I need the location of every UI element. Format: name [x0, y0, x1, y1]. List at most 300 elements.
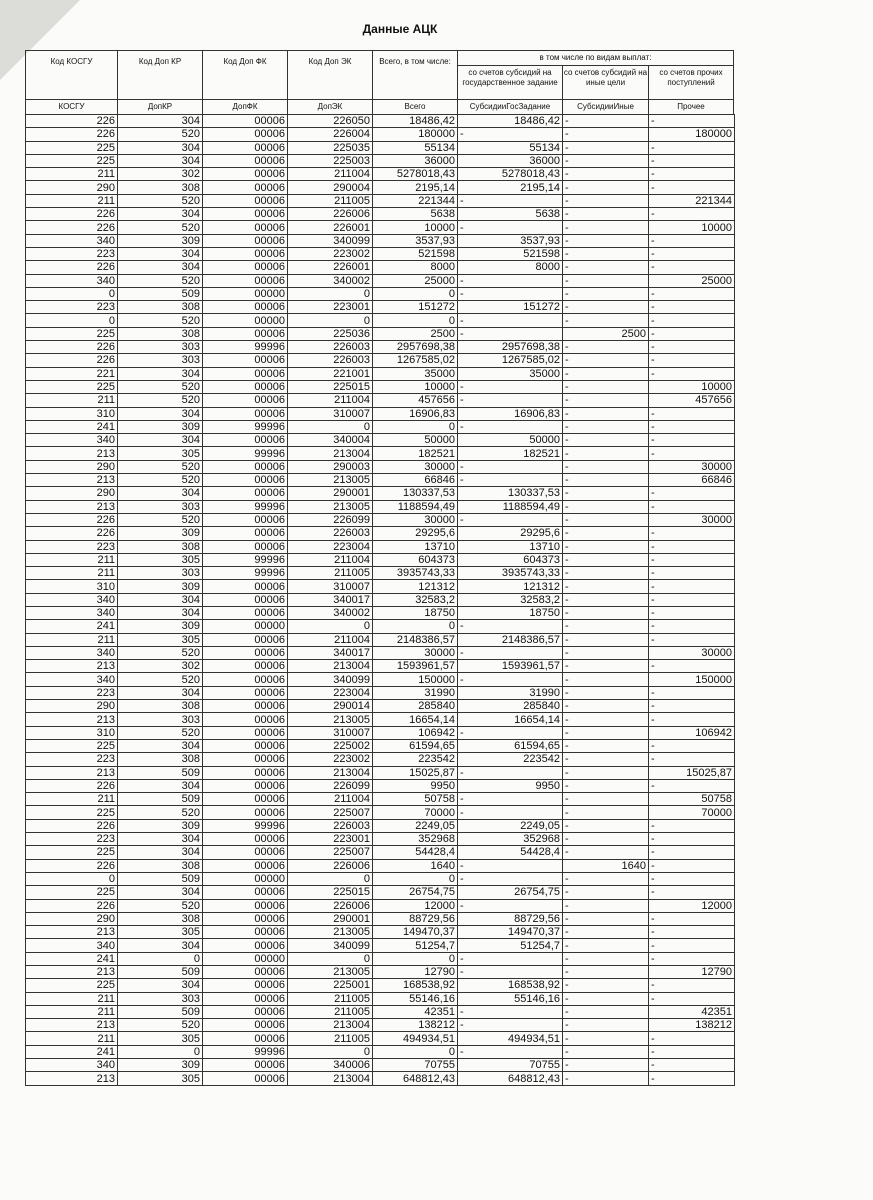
table-cell: 509	[118, 287, 203, 300]
table-cell: 00006	[203, 434, 288, 447]
table-cell: -	[563, 341, 649, 354]
table-cell: -	[563, 926, 649, 939]
table-cell: 00006	[203, 301, 288, 314]
table-cell: -	[649, 261, 735, 274]
header-total: Всего, в том числе:	[372, 50, 458, 100]
table-cell: 5638	[458, 208, 563, 221]
table-cell: 00006	[203, 247, 288, 260]
table-cell: 00006	[203, 793, 288, 806]
table-cell: 290	[26, 912, 118, 925]
table-row	[26, 367, 735, 380]
table-row	[26, 567, 735, 580]
table-cell: 211	[26, 168, 118, 181]
table-cell: 50000	[373, 434, 458, 447]
table-cell: 00006	[203, 700, 288, 713]
table-row	[26, 926, 735, 939]
table-cell: 225001	[288, 979, 373, 992]
table-cell: 18486,42	[458, 115, 563, 128]
table-cell: 9950	[373, 779, 458, 792]
table-cell: -	[563, 593, 649, 606]
table-cell: -	[563, 420, 649, 433]
table-cell: 0	[288, 1045, 373, 1058]
table-cell: 29295,6	[458, 527, 563, 540]
table-cell: 30000	[649, 513, 735, 526]
table-row	[26, 460, 735, 473]
table-cell: -	[563, 1059, 649, 1072]
table-cell: 12000	[373, 899, 458, 912]
table-cell: 226006	[288, 208, 373, 221]
table-row	[26, 327, 735, 340]
table-cell: 309	[118, 527, 203, 540]
table-cell: 213005	[288, 713, 373, 726]
table-cell: 226	[26, 261, 118, 274]
table-cell: -	[649, 859, 735, 872]
table-row	[26, 500, 735, 513]
table-row	[26, 527, 735, 540]
table-cell: 00006	[203, 726, 288, 739]
table-cell: 225003	[288, 154, 373, 167]
table-cell: 36000	[373, 154, 458, 167]
table-cell: 352968	[458, 833, 563, 846]
table-cell: 304	[118, 208, 203, 221]
table-cell: -	[649, 1072, 735, 1085]
table-cell: 308	[118, 753, 203, 766]
table-cell: 151272	[373, 301, 458, 314]
table-cell: 42351	[649, 1005, 735, 1018]
table-cell: -	[458, 287, 563, 300]
table-row	[26, 341, 735, 354]
table-cell: 168538,92	[458, 979, 563, 992]
table-cell: -	[563, 753, 649, 766]
table-cell: -	[649, 1032, 735, 1045]
table-cell: 138212	[649, 1019, 735, 1032]
table-cell: 494934,51	[373, 1032, 458, 1045]
table-cell: 0	[288, 952, 373, 965]
table-cell: 290003	[288, 460, 373, 473]
table-cell: -	[649, 341, 735, 354]
table-cell: 55134	[373, 141, 458, 154]
table-cell: -	[649, 779, 735, 792]
table-cell: 226	[26, 859, 118, 872]
table-cell: 520	[118, 1019, 203, 1032]
table-cell: 00006	[203, 261, 288, 274]
table-cell: 00006	[203, 753, 288, 766]
table-cell: 213004	[288, 766, 373, 779]
table-cell: 00006	[203, 1032, 288, 1045]
table-cell: 225035	[288, 141, 373, 154]
table-cell: -	[458, 806, 563, 819]
table-cell: -	[563, 1005, 649, 1018]
table-cell: 290004	[288, 181, 373, 194]
table-cell: 520	[118, 673, 203, 686]
table-cell: 241	[26, 420, 118, 433]
table-cell: 00006	[203, 593, 288, 606]
table-cell: 225	[26, 327, 118, 340]
table-cell: 494934,51	[458, 1032, 563, 1045]
table-cell: 2500	[563, 327, 649, 340]
page-title: Данные АЦК	[362, 22, 438, 36]
table-cell: -	[563, 128, 649, 141]
table-cell: -	[649, 979, 735, 992]
table-cell: 31990	[373, 686, 458, 699]
table-cell: 221344	[649, 194, 735, 207]
table-cell: -	[649, 141, 735, 154]
table-row	[26, 1045, 735, 1058]
table-cell: 226003	[288, 354, 373, 367]
table-cell: 211	[26, 194, 118, 207]
table-cell: 130337,53	[373, 487, 458, 500]
table-cell: 520	[118, 899, 203, 912]
table-cell: -	[563, 380, 649, 393]
table-cell: 0	[26, 314, 118, 327]
table-cell: 70755	[373, 1059, 458, 1072]
table-cell: 00006	[203, 540, 288, 553]
table-cell: -	[563, 447, 649, 460]
table-cell: 226	[26, 354, 118, 367]
table-cell: 226003	[288, 819, 373, 832]
table-cell: 226	[26, 221, 118, 234]
table-cell: -	[563, 952, 649, 965]
table-cell: -	[563, 806, 649, 819]
table-cell: 0	[373, 287, 458, 300]
table-cell: 241	[26, 1045, 118, 1058]
table-cell: 0	[288, 287, 373, 300]
table-cell: -	[458, 460, 563, 473]
table-cell: -	[563, 1045, 649, 1058]
table-cell: 304	[118, 833, 203, 846]
table-cell: -	[563, 513, 649, 526]
table-row	[26, 474, 735, 487]
table-cell: -	[563, 939, 649, 952]
table-cell: -	[649, 540, 735, 553]
table-cell: 213	[26, 966, 118, 979]
table-cell: 00000	[203, 872, 288, 885]
table-cell: -	[563, 872, 649, 885]
table-cell: 51254,7	[373, 939, 458, 952]
table-cell: 00006	[203, 208, 288, 221]
table-cell: 0	[288, 620, 373, 633]
table-cell: 225	[26, 739, 118, 752]
table-cell: 226006	[288, 859, 373, 872]
table-row	[26, 739, 735, 752]
table-cell: 520	[118, 194, 203, 207]
table-cell: 290001	[288, 487, 373, 500]
table-cell: 16654,14	[373, 713, 458, 726]
table-cell: 00006	[203, 168, 288, 181]
table-cell: 15025,87	[373, 766, 458, 779]
table-cell: 225	[26, 979, 118, 992]
table-cell: -	[458, 1005, 563, 1018]
table-cell: 00006	[203, 394, 288, 407]
table-cell: -	[649, 567, 735, 580]
table-cell: 70755	[458, 1059, 563, 1072]
table-cell: 00006	[203, 234, 288, 247]
table-cell: 213	[26, 766, 118, 779]
table-cell: 00000	[203, 952, 288, 965]
table-row	[26, 128, 735, 141]
table-cell: 303	[118, 992, 203, 1005]
table-cell: 00000	[203, 620, 288, 633]
table-row	[26, 1019, 735, 1032]
table-cell: -	[458, 420, 563, 433]
table-cell: -	[563, 979, 649, 992]
table-cell: 310	[26, 726, 118, 739]
table-cell: 00006	[203, 713, 288, 726]
table-cell: 302	[118, 660, 203, 673]
table-cell: 304	[118, 593, 203, 606]
table-cell: 211005	[288, 194, 373, 207]
table-cell: 00006	[203, 979, 288, 992]
table-cell: 226	[26, 341, 118, 354]
table-cell: 310	[26, 407, 118, 420]
header-dop-fk: Код Доп ФК	[202, 50, 288, 100]
table-cell: 304	[118, 154, 203, 167]
table-cell: 00006	[203, 194, 288, 207]
table-cell: 99996	[203, 1045, 288, 1058]
table-cell: 00006	[203, 354, 288, 367]
table-row	[26, 181, 735, 194]
table-cell: 121312	[373, 580, 458, 593]
table-cell: 226	[26, 513, 118, 526]
table-cell: 520	[118, 513, 203, 526]
table-row	[26, 234, 735, 247]
table-cell: 223004	[288, 686, 373, 699]
table-row	[26, 766, 735, 779]
table-cell: 211	[26, 394, 118, 407]
table-cell: -	[563, 819, 649, 832]
table-cell: -	[563, 766, 649, 779]
table-cell: 340	[26, 434, 118, 447]
table-row	[26, 686, 735, 699]
table-cell: 211	[26, 1005, 118, 1018]
table-cell: 211	[26, 1032, 118, 1045]
table-cell: 42351	[373, 1005, 458, 1018]
table-cell: 12790	[373, 966, 458, 979]
table-cell: 340099	[288, 673, 373, 686]
table-cell: 309	[118, 580, 203, 593]
table-cell: -	[649, 247, 735, 260]
table-cell: -	[563, 394, 649, 407]
table-cell: 00006	[203, 833, 288, 846]
table-cell: 310007	[288, 580, 373, 593]
table-cell: 520	[118, 221, 203, 234]
table-cell: -	[563, 287, 649, 300]
table-cell: 225	[26, 886, 118, 899]
table-cell: -	[458, 128, 563, 141]
table-cell: 26754,75	[373, 886, 458, 899]
table-cell: 304	[118, 886, 203, 899]
table-cell: -	[563, 434, 649, 447]
table-cell: 226099	[288, 779, 373, 792]
table-cell: 213004	[288, 1019, 373, 1032]
table-cell: 226	[26, 899, 118, 912]
table-cell: 213	[26, 713, 118, 726]
table-cell: -	[458, 793, 563, 806]
table-cell: -	[563, 846, 649, 859]
table-cell: 00006	[203, 1005, 288, 1018]
table-row	[26, 660, 735, 673]
table-cell: 225015	[288, 886, 373, 899]
table-cell: 213	[26, 447, 118, 460]
table-cell: -	[563, 886, 649, 899]
table-cell: 308	[118, 301, 203, 314]
table-cell: -	[649, 287, 735, 300]
table-cell: 225	[26, 806, 118, 819]
table-cell: 1640	[373, 859, 458, 872]
table-cell: 648812,43	[458, 1072, 563, 1085]
table-cell: 509	[118, 1005, 203, 1018]
table-cell: -	[649, 819, 735, 832]
table-row	[26, 939, 735, 952]
table-cell: 12000	[649, 899, 735, 912]
table-cell: 168538,92	[373, 979, 458, 992]
table-cell: 8000	[458, 261, 563, 274]
table-cell: -	[563, 407, 649, 420]
table-cell: -	[649, 660, 735, 673]
table-cell: 304	[118, 141, 203, 154]
table-row	[26, 779, 735, 792]
table-cell: 309	[118, 234, 203, 247]
table-cell: -	[458, 766, 563, 779]
table-cell: 290	[26, 700, 118, 713]
table-cell: 340004	[288, 434, 373, 447]
table-cell: 9950	[458, 779, 563, 792]
table-cell: 00006	[203, 992, 288, 1005]
table-cell: 149470,37	[458, 926, 563, 939]
table-cell: -	[649, 713, 735, 726]
table-cell: 304	[118, 367, 203, 380]
table-cell: 305	[118, 1072, 203, 1085]
table-cell: 55146,16	[373, 992, 458, 1005]
table-cell: 99996	[203, 567, 288, 580]
table-cell: -	[563, 261, 649, 274]
table-cell: -	[649, 753, 735, 766]
table-cell: -	[563, 221, 649, 234]
table-cell: 10000	[649, 221, 735, 234]
table-cell: 223001	[288, 301, 373, 314]
table-cell: 106942	[649, 726, 735, 739]
table-cell: -	[649, 434, 735, 447]
table-row	[26, 979, 735, 992]
table-cell: 308	[118, 859, 203, 872]
table-cell: -	[563, 487, 649, 500]
table-cell: 340	[26, 606, 118, 619]
table-cell: -	[458, 314, 563, 327]
table-cell: 290001	[288, 912, 373, 925]
table-cell: 99996	[203, 500, 288, 513]
table-cell: 520	[118, 380, 203, 393]
table-cell: 226004	[288, 128, 373, 141]
table-row	[26, 713, 735, 726]
table-row	[26, 221, 735, 234]
table-cell: -	[458, 726, 563, 739]
table-cell: -	[649, 739, 735, 752]
subheader-prochie: Прочее	[648, 99, 734, 115]
table-row	[26, 447, 735, 460]
table-cell: -	[649, 620, 735, 633]
table-cell: 457656	[649, 394, 735, 407]
table-cell: -	[563, 274, 649, 287]
table-cell: 225	[26, 846, 118, 859]
table-row	[26, 354, 735, 367]
table-row	[26, 966, 735, 979]
table-cell: -	[649, 168, 735, 181]
table-cell: 2249,05	[458, 819, 563, 832]
table-cell: 304	[118, 434, 203, 447]
table-row	[26, 394, 735, 407]
table-cell: 30000	[649, 646, 735, 659]
table-cell: 70000	[649, 806, 735, 819]
table-cell: 00006	[203, 686, 288, 699]
table-cell: 0	[118, 952, 203, 965]
table-cell: 223004	[288, 540, 373, 553]
table-cell: 138212	[373, 1019, 458, 1032]
table-row	[26, 247, 735, 260]
table-cell: 223002	[288, 753, 373, 766]
table-cell: 223	[26, 540, 118, 553]
header-inye-celi: со счетов субсидий на иные цели	[562, 65, 649, 100]
table-cell: -	[649, 633, 735, 646]
table-cell: 340	[26, 234, 118, 247]
table-cell: -	[563, 633, 649, 646]
table-cell: 223	[26, 753, 118, 766]
table-row	[26, 194, 735, 207]
table-cell: -	[649, 553, 735, 566]
table-cell: -	[563, 474, 649, 487]
table-header	[25, 50, 734, 115]
table-cell: -	[563, 660, 649, 673]
table-cell: -	[563, 301, 649, 314]
table-cell: 225007	[288, 846, 373, 859]
table-cell: 211	[26, 633, 118, 646]
table-cell: 520	[118, 806, 203, 819]
table-cell: -	[563, 726, 649, 739]
table-cell: 50000	[458, 434, 563, 447]
table-cell: 213004	[288, 1072, 373, 1085]
table-cell: 520	[118, 726, 203, 739]
table-cell: 211	[26, 553, 118, 566]
table-cell: 340	[26, 646, 118, 659]
table-cell: 00006	[203, 606, 288, 619]
table-cell: 221	[26, 367, 118, 380]
table-row	[26, 593, 735, 606]
table-cell: -	[458, 513, 563, 526]
table-cell: 509	[118, 966, 203, 979]
table-cell: 520	[118, 646, 203, 659]
table-cell: -	[649, 314, 735, 327]
table-cell: -	[649, 846, 735, 859]
table-cell: 340006	[288, 1059, 373, 1072]
table-row	[26, 912, 735, 925]
table-cell: 0	[373, 314, 458, 327]
table-cell: 0	[118, 1045, 203, 1058]
table-row	[26, 314, 735, 327]
table-cell: -	[649, 327, 735, 340]
table-cell: 225015	[288, 380, 373, 393]
table-cell: 304	[118, 846, 203, 859]
table-cell: 88729,56	[373, 912, 458, 925]
table-cell: 150000	[649, 673, 735, 686]
table-cell: 509	[118, 766, 203, 779]
table-cell: -	[649, 527, 735, 540]
table-cell: 10000	[373, 221, 458, 234]
table-cell: 305	[118, 633, 203, 646]
table-cell: -	[563, 168, 649, 181]
subheader-inye-celi: СубсидииИные	[562, 99, 649, 115]
table-row	[26, 115, 735, 128]
table-cell: -	[458, 966, 563, 979]
table-cell: 304	[118, 606, 203, 619]
